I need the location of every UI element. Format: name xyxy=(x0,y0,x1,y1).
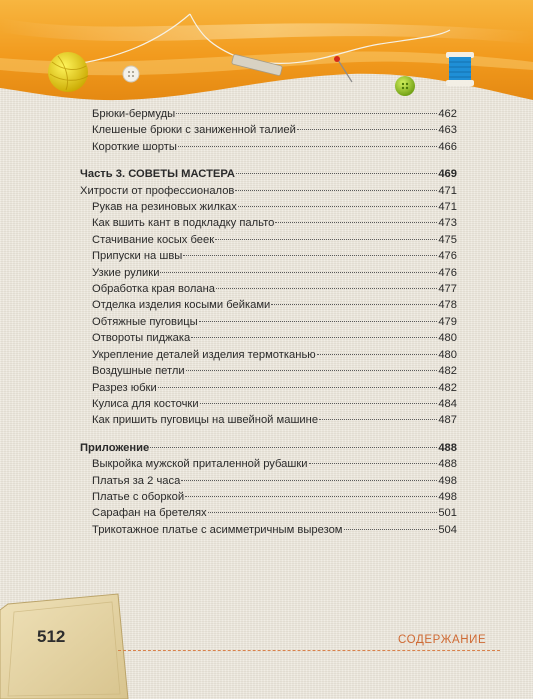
toc-entry-title: Приложение xyxy=(80,441,150,454)
toc-entry-title: Воздушные петли xyxy=(92,365,185,378)
toc-entry[interactable] xyxy=(80,489,457,505)
toc-entry-title: Отделка изделия косыми бейками xyxy=(92,299,271,312)
toc-entry-title: Сарафан на бретелях xyxy=(92,507,207,520)
running-head: СОДЕРЖАНИЕ xyxy=(398,634,487,646)
toc-entry[interactable] xyxy=(80,505,457,521)
toc-entry-title: Обработка края волана xyxy=(92,283,215,296)
toc-entry-page: 471 xyxy=(438,201,457,214)
table-of-contents xyxy=(80,106,457,538)
page-number: 512 xyxy=(37,627,66,646)
toc-entry-title: Часть 3. СОВЕТЫ МАСТЕРА xyxy=(80,168,235,181)
toc-entry-page: 471 xyxy=(438,184,457,197)
toc-entry[interactable] xyxy=(80,281,457,297)
toc-dot-leader xyxy=(183,255,437,256)
toc-entry[interactable] xyxy=(80,314,457,330)
thread-spool-icon xyxy=(446,52,474,86)
toc-entry-page: 480 xyxy=(438,332,457,345)
toc-dot-leader xyxy=(297,129,437,130)
toc-entry-title: Припуски на швы xyxy=(92,250,183,263)
toc-entry[interactable] xyxy=(80,232,457,248)
toc-entry-title: Обтяжные пуговицы xyxy=(92,315,198,328)
toc-entry[interactable] xyxy=(80,265,457,281)
toc-entry-page: 476 xyxy=(438,266,457,279)
toc-entry[interactable] xyxy=(80,456,457,472)
toc-entry-title: Платье с оборкой xyxy=(92,490,185,503)
toc-entry-page: 504 xyxy=(438,523,457,536)
toc-entry[interactable] xyxy=(80,106,457,122)
toc-entry-page: 498 xyxy=(438,490,457,503)
toc-entry-page: 477 xyxy=(438,283,457,296)
toc-entry[interactable] xyxy=(80,122,457,138)
toc-entry-title: Кулиса для косточки xyxy=(92,397,199,410)
toc-entry-page: 498 xyxy=(438,474,457,487)
toc-entry-page: 484 xyxy=(438,397,457,410)
toc-entry[interactable] xyxy=(80,396,457,412)
toc-entry-title: Разрез юбки xyxy=(92,381,157,394)
toc-entry[interactable] xyxy=(80,183,457,199)
toc-entry-title: Выкройка мужской приталенной рубашки xyxy=(92,458,308,471)
toc-dot-leader xyxy=(238,206,437,207)
toc-entry[interactable] xyxy=(80,199,457,215)
toc-dot-leader xyxy=(271,304,437,305)
toc-dot-leader xyxy=(344,529,438,530)
toc-entry-page: 466 xyxy=(438,140,457,153)
toc-entry-title: Узкие рулики xyxy=(92,266,160,279)
toc-entry[interactable] xyxy=(80,363,457,379)
toc-dot-leader xyxy=(275,222,437,223)
toc-entry-title: Хитрости от профессионалов xyxy=(80,184,235,197)
toc-entry[interactable] xyxy=(80,330,457,346)
toc-dot-leader xyxy=(150,447,437,448)
toc-entry[interactable] xyxy=(80,139,457,155)
toc-entry[interactable] xyxy=(80,297,457,313)
toc-entry-title: Стачивание косых беек xyxy=(92,233,215,246)
toc-dot-leader xyxy=(158,387,438,388)
toc-dot-leader xyxy=(215,239,437,240)
toc-dot-leader xyxy=(186,370,438,371)
toc-entry-page: 501 xyxy=(438,507,457,520)
toc-dot-leader xyxy=(185,496,437,497)
toc-entry[interactable] xyxy=(80,522,457,538)
toc-entry-title: Трикотажное платье с асимметричным вырезом xyxy=(92,523,343,536)
toc-entry[interactable] xyxy=(80,347,457,363)
toc-entry-title: Отвороты пиджака xyxy=(92,332,191,345)
toc-dot-leader xyxy=(236,173,437,174)
toc-entry-page: 482 xyxy=(438,381,457,394)
footer-divider xyxy=(118,650,500,651)
toc-entry-page: 476 xyxy=(438,250,457,263)
toc-dot-leader xyxy=(235,190,437,191)
toc-dot-leader xyxy=(191,337,437,338)
toc-entry-page: 473 xyxy=(438,217,457,230)
toc-entry-page: 487 xyxy=(438,414,457,427)
button-icon xyxy=(123,66,139,82)
toc-entry[interactable] xyxy=(80,166,457,182)
toc-dot-leader xyxy=(178,146,437,147)
toc-dot-leader xyxy=(319,419,437,420)
toc-entry[interactable] xyxy=(80,473,457,489)
toc-entry-page: 462 xyxy=(438,108,457,120)
toc-dot-leader xyxy=(208,512,438,513)
toc-entry-page: 480 xyxy=(438,348,457,361)
toc-entry-title: Брюки-бермуды xyxy=(92,108,176,120)
toc-entry-title: Короткие шорты xyxy=(92,140,177,153)
toc-entry-title: Как пришить пуговицы на швейной машине xyxy=(92,414,319,427)
toc-dot-leader xyxy=(317,354,438,355)
green-button-icon xyxy=(395,76,415,96)
toc-entry[interactable] xyxy=(80,440,457,456)
toc-entry-page: 475 xyxy=(438,233,457,246)
toc-entry-page: 479 xyxy=(438,315,457,328)
toc-entry[interactable] xyxy=(80,380,457,396)
toc-entry-page: 463 xyxy=(438,124,457,137)
toc-entry-page: 488 xyxy=(438,458,457,471)
toc-entry[interactable] xyxy=(80,412,457,428)
toc-entry-title: Как вшить кант в подкладку пальто xyxy=(92,217,275,230)
yarn-ball-icon xyxy=(48,52,88,92)
toc-entry-page: 469 xyxy=(438,168,457,181)
toc-entry-title: Платья за 2 часа xyxy=(92,474,181,487)
toc-dot-leader xyxy=(176,113,437,114)
toc-entry-page: 482 xyxy=(438,365,457,378)
toc-entry[interactable] xyxy=(80,215,457,231)
toc-entry[interactable] xyxy=(80,248,457,264)
toc-entry-page: 478 xyxy=(438,299,457,312)
toc-dot-leader xyxy=(199,321,438,322)
toc-entry-page: 488 xyxy=(438,441,457,454)
toc-entry-title: Рукав на резиновых жилках xyxy=(92,201,237,214)
toc-entry-title: Клешеные брюки с заниженной талией xyxy=(92,124,296,137)
toc-dot-leader xyxy=(160,272,437,273)
toc-dot-leader xyxy=(200,403,438,404)
toc-entry-title: Укрепление деталей изделия термотканью xyxy=(92,348,316,361)
toc-dot-leader xyxy=(309,463,438,464)
header-banner xyxy=(0,0,533,120)
toc-dot-leader xyxy=(181,480,437,481)
toc-dot-leader xyxy=(216,288,437,289)
